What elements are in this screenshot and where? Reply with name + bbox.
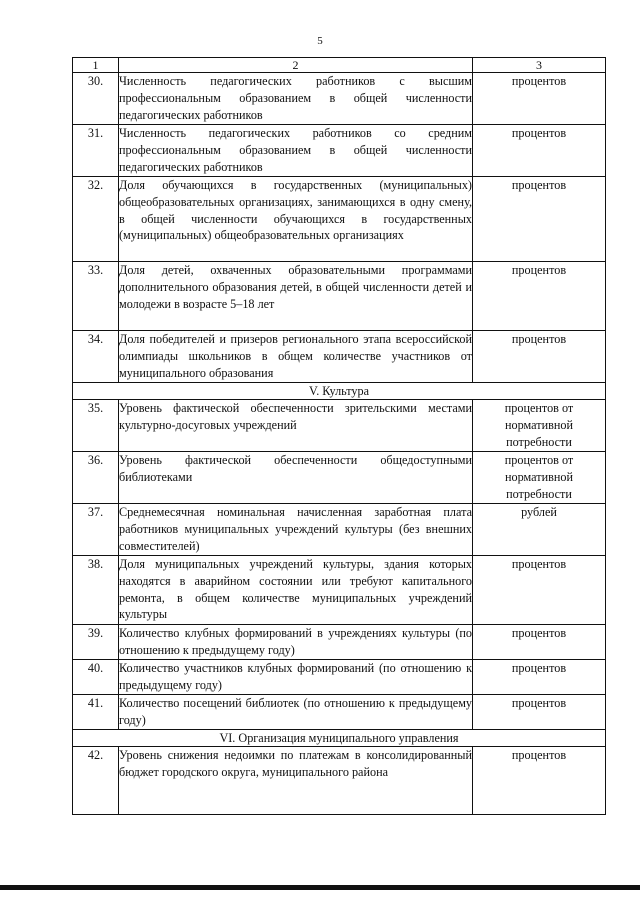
indicator-text: Доля детей, охваченных образовательными программами дополнительного образования детей, в общей численности детей и молодежи в возрасте 5–18 лет [119, 262, 473, 331]
unit-cell: процентов [473, 695, 606, 730]
indicator-text: Количество посещений библиотек (по отношению к предыдущему году) [119, 695, 473, 730]
unit-cell: процентов от нормативной потребности [473, 400, 606, 452]
table-row [73, 747, 606, 815]
row-number: 34. [73, 331, 119, 383]
unit-cell: процентов [473, 177, 606, 262]
indicator-text: Количество участников клубных формирований (по отношению к предыдущему году) [119, 660, 473, 695]
table-body [73, 73, 606, 815]
unit-cell: процентов от нормативной потребности [473, 452, 606, 504]
unit-cell: процентов [473, 660, 606, 695]
row-number: 40. [73, 660, 119, 695]
row-number: 38. [73, 556, 119, 625]
indicator-text: Уровень фактической обеспеченности зрительскими местами культурно-досуговых учреждений [119, 400, 473, 452]
section-row [73, 730, 606, 747]
page-bottom-rule [0, 885, 640, 890]
table-row [73, 660, 606, 695]
table-row [73, 556, 606, 625]
table-row [73, 695, 606, 730]
indicator-text: Численность педагогических работников со средним профессиональным образованием в общей численности педагогических работников [119, 125, 473, 177]
indicator-text: Доля муниципальных учреждений культуры, здания которых находятся в аварийном состоянии или требуют капитального ремонта, в общем количестве муниципальных учреждений культуры [119, 556, 473, 625]
row-number: 39. [73, 625, 119, 660]
unit-cell: процентов [473, 73, 606, 125]
indicator-text: Численность педагогических работников с высшим профессиональным образованием в общей численности педагогических работников [119, 73, 473, 125]
header-col-2: 2 [119, 58, 473, 73]
table-row [73, 73, 606, 125]
indicator-text: Количество клубных формирований в учреждениях культуры (по отношению к предыдущему году) [119, 625, 473, 660]
indicator-text: Доля обучающихся в государственных (муниципальных) общеобразовательных организациях, занимающихся в одну смену, в общей численности обучающихся в государственных (муниципальных) общеобразовательных организациях [119, 177, 473, 262]
indicators-table [72, 57, 606, 815]
table-row [73, 452, 606, 504]
row-number: 36. [73, 452, 119, 504]
table-row [73, 625, 606, 660]
unit-cell: процентов [473, 331, 606, 383]
unit-cell: процентов [473, 125, 606, 177]
header-col-1: 1 [73, 58, 119, 73]
row-number: 35. [73, 400, 119, 452]
row-number: 42. [73, 747, 119, 815]
unit-cell: процентов [473, 262, 606, 331]
row-number: 41. [73, 695, 119, 730]
unit-cell: процентов [473, 556, 606, 625]
table-row [73, 262, 606, 331]
table-row [73, 331, 606, 383]
table-row [73, 125, 606, 177]
row-number: 30. [73, 73, 119, 125]
table-header [73, 58, 606, 73]
unit-cell: процентов [473, 625, 606, 660]
indicator-text: Доля победителей и призеров регионального этапа всероссийской олимпиады школьников в общем количестве участников от муниципального образования [119, 331, 473, 383]
row-number: 31. [73, 125, 119, 177]
table-row [73, 504, 606, 556]
section-title: VI. Организация муниципального управления [73, 730, 606, 747]
page-number: 5 [317, 35, 323, 47]
indicator-text: Уровень фактической обеспеченности общедоступными библиотеками [119, 452, 473, 504]
table-row [73, 400, 606, 452]
indicator-text: Среднемесячная номинальная начисленная заработная плата работников муниципальных учреждений культуры (без внешних совместителей) [119, 504, 473, 556]
table-row [73, 177, 606, 262]
section-row [73, 383, 606, 400]
section-title: V. Культура [73, 383, 606, 400]
header-row [73, 58, 606, 73]
unit-cell: рублей [473, 504, 606, 556]
header-col-3: 3 [473, 58, 606, 73]
row-number: 37. [73, 504, 119, 556]
row-number: 32. [73, 177, 119, 262]
unit-cell: процентов [473, 747, 606, 815]
indicator-text: Уровень снижения недоимки по платежам в консолидированный бюджет городского округа, муниципального района [119, 747, 473, 815]
row-number: 33. [73, 262, 119, 331]
